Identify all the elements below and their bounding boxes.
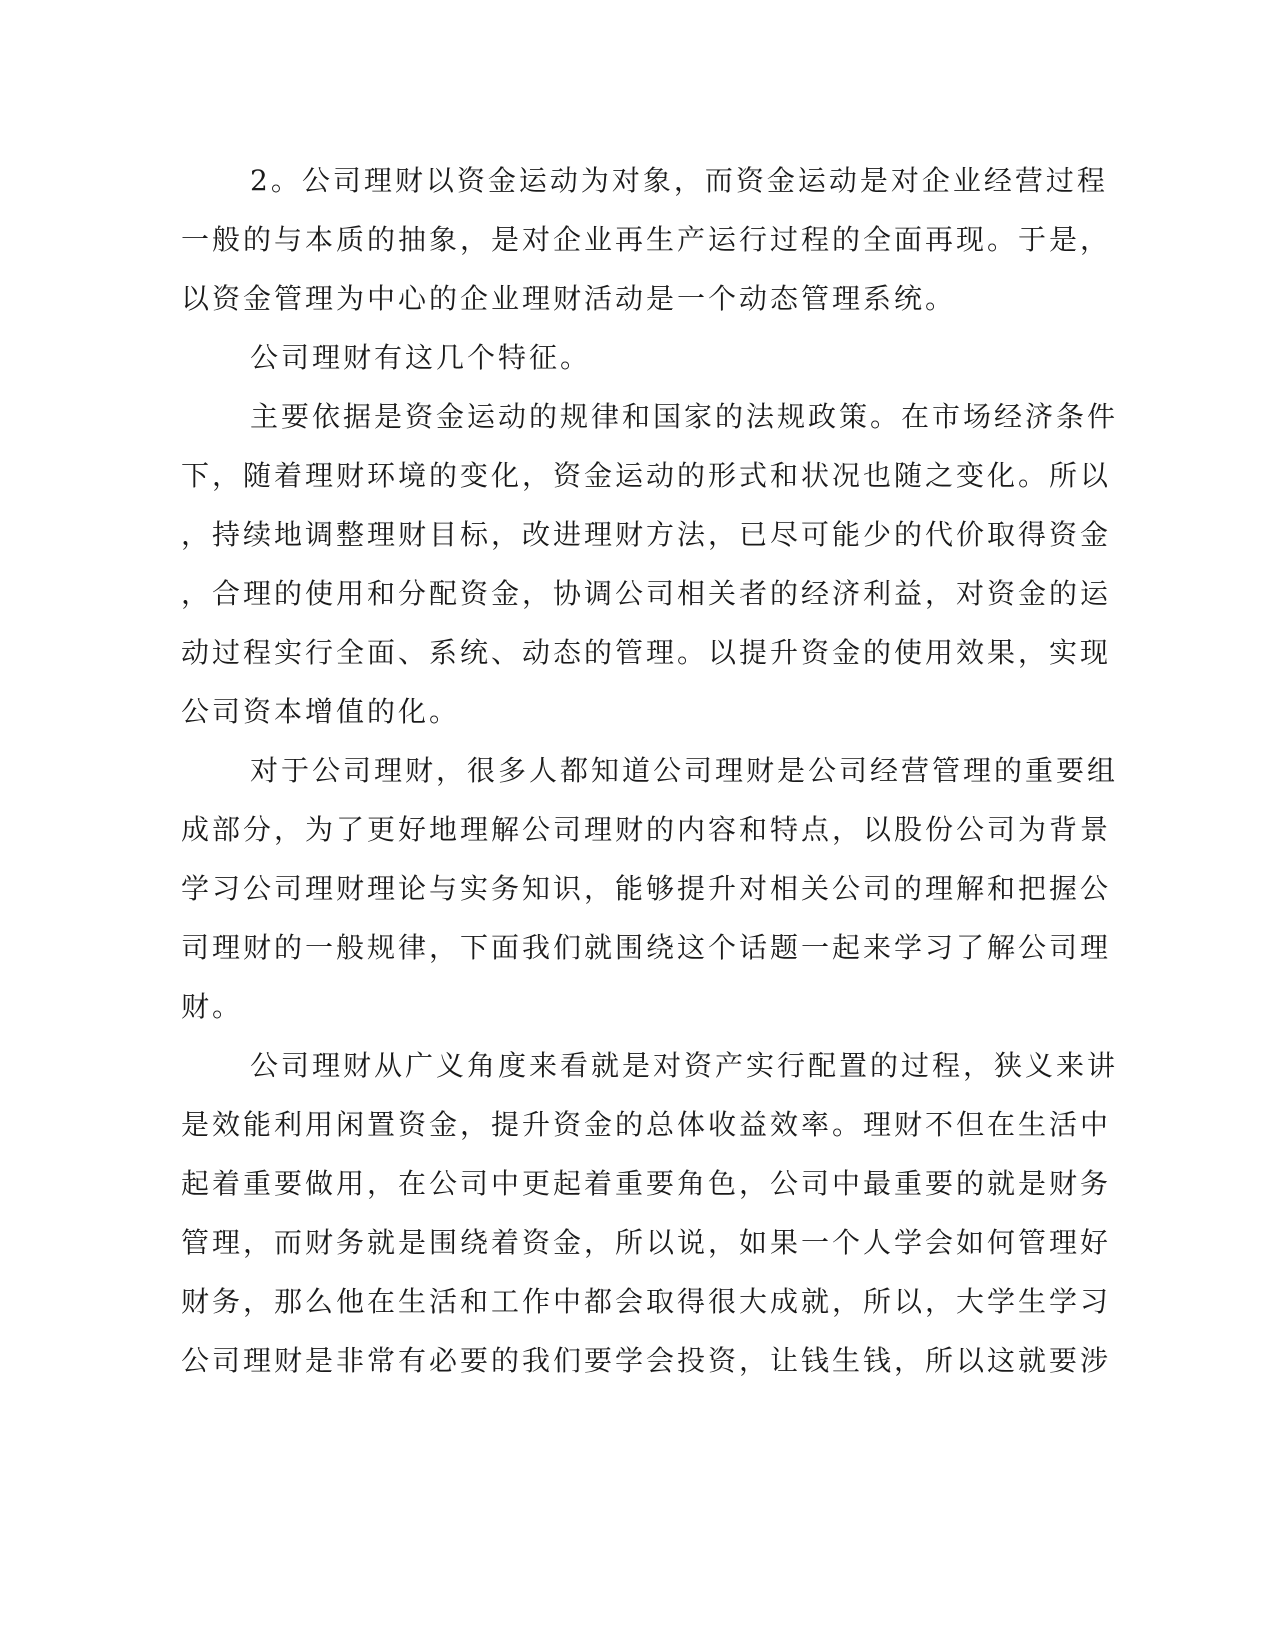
text-line: 管理，而财务就是围绕着资金，所以说，如果一个人学会如何管理好: [181, 1226, 1112, 1259]
text-line: 对于公司理财，很多人都知道公司理财是公司经营管理的重要组: [250, 754, 1119, 787]
text-line: 公司资本增值的化。: [181, 695, 461, 728]
text-line: 成部分，为了更好地理解公司理财的内容和特点，以股份公司为背景: [181, 813, 1112, 846]
text-line: 学习公司理财理论与实务知识，能够提升对相关公司的理解和把握公: [181, 872, 1112, 905]
text-line: 是效能利用闲置资金，提升资金的总体收益效率。理财不但在生活中: [181, 1108, 1112, 1141]
text-line: 动过程实行全面、系统、动态的管理。以提升资金的使用效果，实现: [181, 636, 1112, 669]
text-line: 财务，那么他在生活和工作中都会取得很大成就，所以，大学生学习: [181, 1285, 1112, 1318]
text-line: 下，随着理财环境的变化，资金运动的形式和状况也随之变化。所以: [181, 459, 1112, 492]
text-line: 公司理财是非常有必要的我们要学会投资，让钱生钱，所以这就要涉: [181, 1344, 1112, 1377]
text-line: 财。: [181, 990, 244, 1023]
text-line: ，合理的使用和分配资金，协调公司相关者的经济利益，对资金的运: [181, 577, 1112, 610]
text-line: 起着重要做用，在公司中更起着重要角色，公司中最重要的就是财务: [181, 1167, 1112, 1200]
text-line: 司理财的一般规律，下面我们就围绕这个话题一起来学习了解公司理: [181, 931, 1112, 964]
text-line: 主要依据是资金运动的规律和国家的法规政策。在市场经济条件: [250, 400, 1119, 433]
text-line: 一般的与本质的抽象，是对企业再生产运行过程的全面再现。于是，: [181, 223, 1112, 256]
text-line: 公司理财有这几个特征。: [250, 341, 592, 374]
text-line: ，持续地调整理财目标，改进理财方法，已尽可能少的代价取得资金: [181, 518, 1112, 551]
text-line: 公司理财从广义角度来看就是对资产实行配置的过程，狭义来讲: [250, 1049, 1119, 1082]
text-line: 2。公司理财以资金运动为对象，而资金运动是对企业经营过程: [250, 164, 1108, 197]
text-line: 以资金管理为中心的企业理财活动是一个动态管理系统。: [181, 282, 957, 315]
